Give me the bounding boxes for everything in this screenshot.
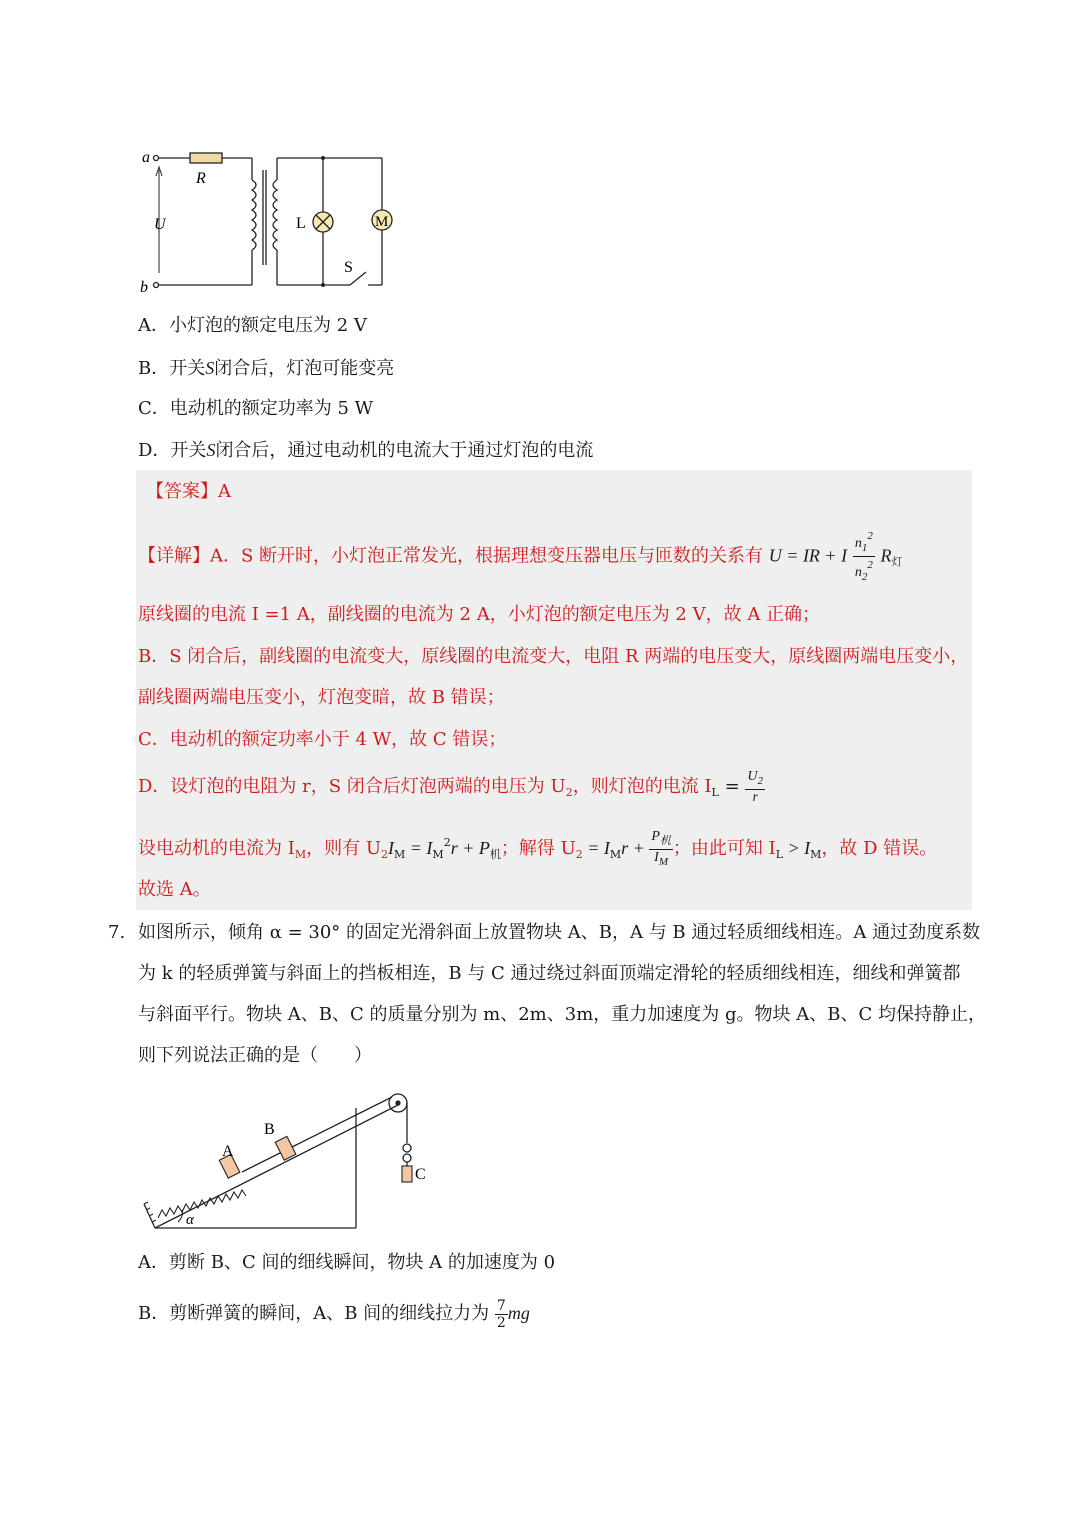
block-b-label: B <box>264 1121 275 1138</box>
detail-formula-lhs: U = IR + I <box>768 545 848 566</box>
detail-line-8: 故选 A。 <box>138 879 211 900</box>
line6-prefix: D．设灯泡的电阻为 r，S 闭合后灯泡两端的电压为 U <box>138 776 566 797</box>
resistor-r-label: R <box>196 170 206 187</box>
q6-option-b-var: S <box>205 358 215 378</box>
q6-option-c: C．电动机的额定功率为 5 W <box>138 398 374 419</box>
line6-mid: ，则灯泡的电流 I <box>572 776 712 797</box>
q6-option-d-prefix: D．开关 <box>138 440 207 461</box>
q7-line-2: 为 k 的轻质弹簧与斜面上的挡板相连，B 与 C 通过绕过斜面顶端定滑轮的轻质细线相连，细线和弹簧都 <box>138 963 961 984</box>
angle-alpha-label: α <box>186 1212 194 1228</box>
q7-option-b-prefix: B．剪断弹簧的瞬间，A、B 间的细线拉力为 <box>138 1303 490 1324</box>
circuit-diagram <box>130 140 400 300</box>
terminal-b-label: b <box>140 279 148 296</box>
detail-line-4: 副线圈两端电压变小，灯泡变暗，故 B 错误； <box>138 687 505 708</box>
q6-option-d-suffix: 闭合后，通过电动机的电流大于通过灯泡的电流 <box>215 440 594 461</box>
q7-line-4: 则下列说法正确的是（ ） <box>138 1045 372 1066</box>
terminal-a-label: a <box>142 149 150 166</box>
line7-solve: ；解得 U <box>500 838 576 859</box>
frac-den: n <box>854 565 862 580</box>
q7-line-1: 如图所示，倾角 α = 30° 的固定光滑斜面上放置物块 A、B，A 与 B 通过轻质细线相连。A 通过劲度系数 <box>138 922 981 943</box>
detail-fraction: $\frac{n_1^2}{n_2^2}$ <box>854 530 873 583</box>
q6-option-d-var: S <box>206 440 216 460</box>
line7-prefix: 设电动机的电流为 I <box>138 838 295 859</box>
motor-m-label: M <box>375 214 389 230</box>
lamp-l-label: L <box>296 215 306 232</box>
q6-option-b-suffix: 闭合后，灯泡可能变亮 <box>214 358 395 379</box>
detail-r-sub: 灯 <box>891 555 903 569</box>
answer-line: 【答案】A <box>146 481 231 502</box>
line7-mid: ，则有 U <box>306 838 382 859</box>
line7-end: ；由此可知 I <box>672 838 776 859</box>
line7-fraction: $\frac{P_机}{I_M}$ <box>651 828 671 868</box>
detail-line-7: 设电动机的电流为 $I_M$，则有 $U_2I_M = I_M^2r + P_机$；解得 $U_2 = I_Mr$ + $\frac{P_机}{I_M}$ ；由此可知 $I_L > I_M$，故 D 错误。 <box>138 828 938 868</box>
detail-line-6: D．设灯泡的电阻为 r，S 闭合后灯泡两端的电压为 $U_2$，则灯泡的电流 $I_L$ = $\frac{U_2}{r}$ <box>138 768 764 805</box>
frac-num: n <box>854 536 862 551</box>
detail-line-3: B．S 闭合后，副线圈的电流变大，原线圈的电流变大，电阻 R 两端的电压变大，原线圈两端电压变小， <box>138 646 969 667</box>
detail-line-1: 【详解】A．S 断开时，小灯泡正常发光，根据理想变压器电压与匝数的关系有 U = IR + I $\frac{n_1^2}{n_2^2}$ $R_灯$ <box>138 530 903 583</box>
q7-option-a: A．剪断 B、C 间的细线瞬间，物块 A 的加速度为 0 <box>138 1252 556 1273</box>
q6-option-a: A．小灯泡的额定电压为 2 V <box>138 315 367 336</box>
switch-s-label: S <box>344 259 353 276</box>
incline-diagram <box>130 1080 440 1240</box>
block-a-label: A <box>222 1143 234 1160</box>
q7-number: 7. <box>108 922 126 943</box>
voltage-u-label: U <box>154 216 166 233</box>
q6-option-d <box>138 438 593 463</box>
line7-tail: ，故 D 错误。 <box>821 838 938 859</box>
q7-line-3: 与斜面平行。物块 A、B、C 的质量分别为 m、2m、3m，重力加速度为 g。物块 A、B、C 均保持静止， <box>138 1004 986 1025</box>
detail-line-2: 原线圈的电流 I =1 A，副线圈的电流为 2 A，小灯泡的额定电压为 2 V，故 A 正确； <box>138 604 821 625</box>
q7-option-b-fraction <box>495 1298 508 1331</box>
q6-option-b-prefix: B．开关 <box>138 358 206 379</box>
block-c-label: C <box>415 1166 426 1183</box>
q7-option-b <box>138 1290 530 1336</box>
q7-option-b-suffix: mg <box>507 1303 530 1323</box>
line6-fraction: $\frac{U_2}{r}$ <box>747 768 764 805</box>
detail-prefix: 【详解】A．S 断开时，小灯泡正常发光，根据理想变压器电压与匝数的关系有 <box>138 545 764 567</box>
q7-option-b-den: 2 <box>496 1314 506 1331</box>
q6-option-b <box>138 356 394 381</box>
q7-option-b-num: 7 <box>496 1297 506 1314</box>
detail-line-5: C．电动机的额定功率小于 4 W，故 C 错误； <box>138 729 507 750</box>
